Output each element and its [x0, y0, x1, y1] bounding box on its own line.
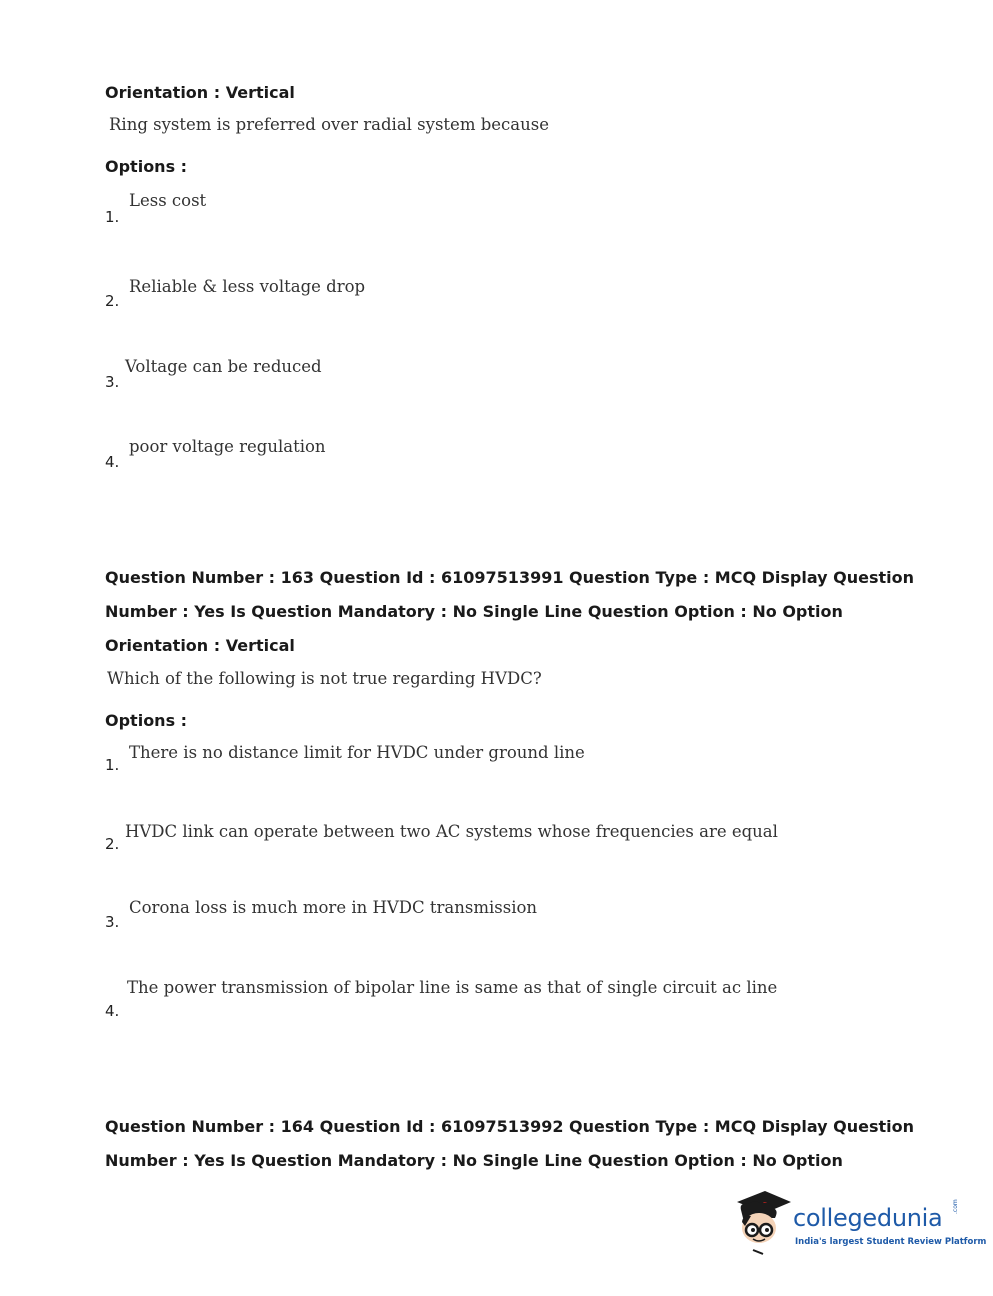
- question-text: Which of the following is not true regarding HVDC?: [107, 669, 542, 688]
- options-label: Options :: [105, 711, 188, 730]
- orientation-label: Orientation : Vertical: [105, 636, 295, 655]
- option-number: 4.: [105, 453, 120, 471]
- brand-tagline: India's largest Student Review Platform: [795, 1237, 987, 1247]
- student-mascot-icon: [733, 1188, 793, 1258]
- option-number: 3.: [105, 913, 120, 931]
- question-header: Number : Yes Is Question Mandatory : No Single Line Question Option : No Option: [105, 1151, 843, 1170]
- option-number: 1.: [105, 756, 120, 774]
- option-number: 3.: [105, 373, 120, 391]
- question-text: Ring system is preferred over radial system because: [109, 115, 549, 134]
- option-text: Reliable & less voltage drop: [129, 277, 366, 296]
- options-label: Options :: [105, 157, 188, 176]
- question-header: Question Number : 164 Question Id : 61097513992 Question Type : MCQ Display Question: [105, 1117, 915, 1136]
- question-header: Number : Yes Is Question Mandatory : No Single Line Question Option : No Option: [105, 602, 843, 621]
- question-header: Question Number : 163 Question Id : 61097513991 Question Type : MCQ Display Question: [105, 568, 915, 587]
- brand-suffix: .com: [952, 1199, 959, 1214]
- option-number: 1.: [105, 208, 120, 226]
- orientation-label: Orientation : Vertical: [105, 83, 295, 102]
- option-text: poor voltage regulation: [129, 437, 326, 456]
- option-text: The power transmission of bipolar line is same as that of single circuit ac line: [127, 978, 778, 997]
- collegedunia-logo: [733, 1188, 987, 1258]
- option-text: HVDC link can operate between two AC systems whose frequencies are equal: [125, 822, 778, 841]
- option-text: There is no distance limit for HVDC under ground line: [129, 743, 585, 762]
- option-number: 2.: [105, 835, 120, 853]
- option-text: Less cost: [129, 191, 207, 210]
- option-text: Corona loss is much more in HVDC transmission: [129, 898, 538, 917]
- option-text: Voltage can be reduced: [125, 357, 322, 376]
- option-number: 2.: [105, 292, 120, 310]
- brand-name: collegedunia: [793, 1204, 943, 1232]
- option-number: 4.: [105, 1002, 120, 1020]
